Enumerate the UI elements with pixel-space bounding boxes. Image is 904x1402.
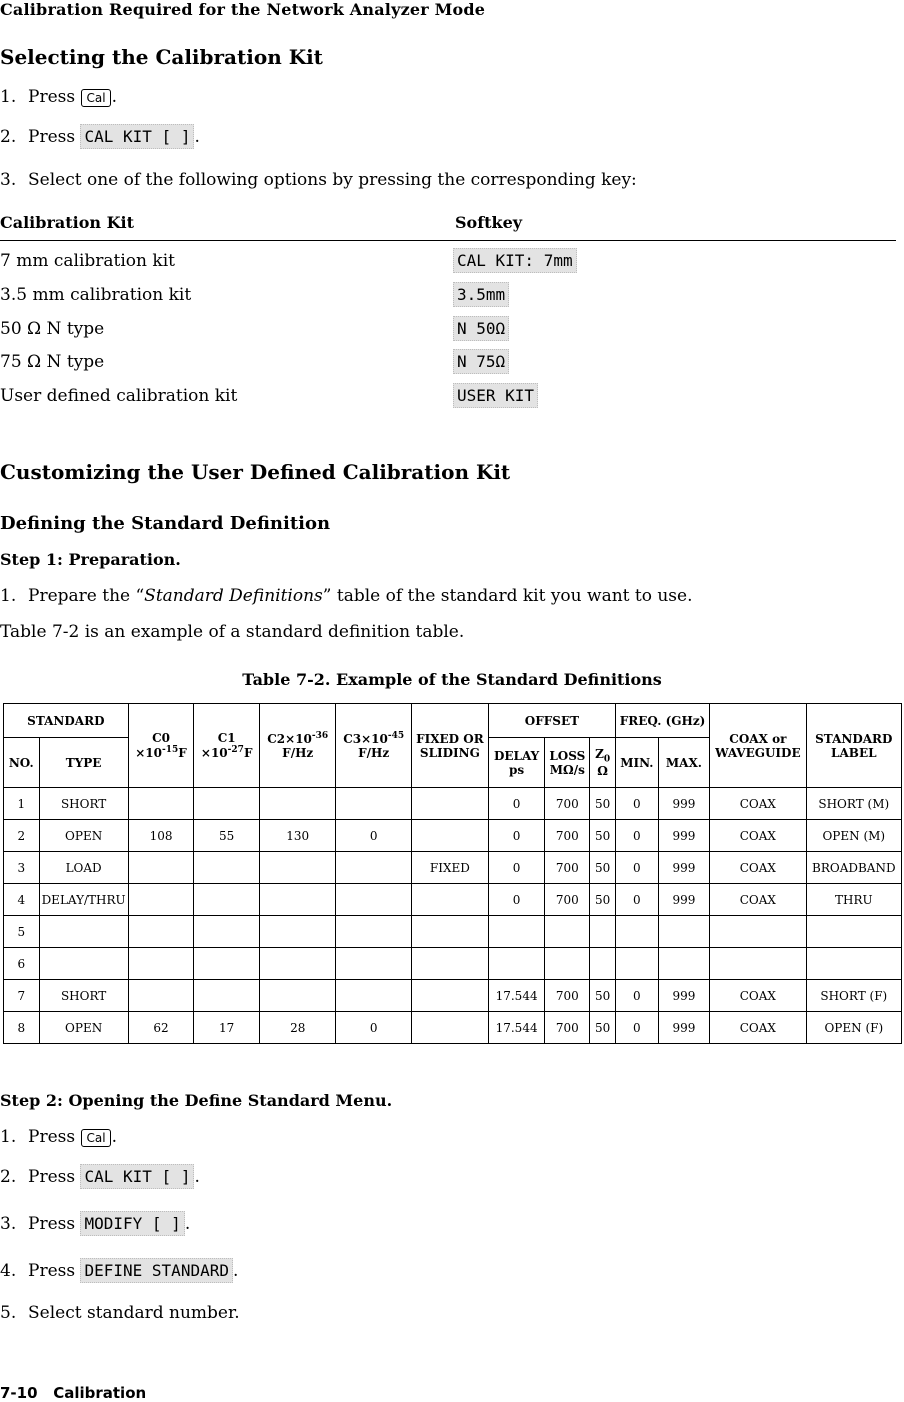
cell-z0	[590, 916, 616, 948]
cell-coax	[710, 948, 806, 980]
table-row	[4, 820, 902, 852]
cell-c1	[194, 852, 260, 884]
define-standard-softkey[interactable]: DEFINE STANDARD	[80, 1258, 233, 1283]
cell-type: SHORT	[39, 980, 128, 1012]
header-fixed-sliding: FIXED OR SLIDING	[411, 704, 488, 788]
cell-c3: 0	[336, 820, 412, 852]
table-note: Table 7-2 is an example of a standard definition table.	[0, 622, 465, 642]
cell-max: 999	[658, 820, 709, 852]
cell-z0: 50	[590, 788, 616, 820]
cal-kit-softkey[interactable]: CAL KIT [ ]	[80, 124, 194, 149]
header-loss: LOSS MΩ/s	[545, 738, 590, 788]
section-title-select-kit: Selecting the Calibration Kit	[0, 45, 323, 69]
cell-loss: 700	[545, 788, 590, 820]
cell-coax	[710, 916, 806, 948]
cell-min	[615, 948, 658, 980]
step2-item-3: 3. Press MODIFY [ ] .	[0, 1211, 190, 1236]
header-delay: DELAY ps	[488, 738, 544, 788]
cell-z0: 50	[590, 980, 616, 1012]
step2-item-4: 4. Press DEFINE STANDARD .	[0, 1258, 238, 1283]
kit-table-header-kit: Calibration Kit	[0, 213, 134, 232]
page-footer	[0, 1384, 146, 1402]
cell-delay	[488, 948, 544, 980]
cell-no: 5	[4, 916, 40, 948]
cell-max: 999	[658, 788, 709, 820]
subsection-title-standard-definition: Defining the Standard Definition	[0, 513, 331, 534]
page-number: 7-10	[0, 1384, 38, 1402]
step-1-press-cal: 1. Press Cal .	[0, 87, 117, 107]
cell-max	[658, 916, 709, 948]
cell-type: SHORT	[39, 788, 128, 820]
table-row	[4, 1012, 902, 1044]
cell-c1: 55	[194, 820, 260, 852]
cell-type: OPEN	[39, 820, 128, 852]
header-c0: C0 $\times 10^{-15}F$	[128, 704, 194, 788]
kit-row-label: User defined calibration kit	[0, 386, 238, 406]
cell-label	[806, 916, 901, 948]
cell-min: 0	[615, 884, 658, 916]
cell-max: 999	[658, 1012, 709, 1044]
cell-loss	[545, 916, 590, 948]
header-offset: OFFSET	[488, 704, 615, 738]
table-row	[4, 852, 902, 884]
cell-no: 6	[4, 948, 40, 980]
cell-label: OPEN (M)	[806, 820, 901, 852]
cell-c3: 0	[336, 1012, 412, 1044]
cell-fixed	[411, 948, 488, 980]
cell-label: OPEN (F)	[806, 1012, 901, 1044]
cell-label: BROADBAND	[806, 852, 901, 884]
step2-item-2: 2. Press CAL KIT [ ] .	[0, 1164, 200, 1189]
cell-c0	[128, 788, 194, 820]
header-standard-label: STANDARD LABEL	[806, 704, 901, 788]
step-2-press-cal-kit: 2. Press CAL KIT [ ] .	[0, 124, 200, 149]
cell-c0	[128, 852, 194, 884]
cell-label	[806, 948, 901, 980]
cal-hardkey[interactable]: Cal	[81, 1129, 110, 1147]
header-coax-waveguide: COAX or WAVEGUIDE	[710, 704, 806, 788]
header-no: NO.	[4, 738, 40, 788]
cell-type	[39, 916, 128, 948]
header-freq: FREQ. (GHz)	[615, 704, 709, 738]
cell-label: THRU	[806, 884, 901, 916]
cell-no: 7	[4, 980, 40, 1012]
cell-z0: 50	[590, 852, 616, 884]
cell-c0: 108	[128, 820, 194, 852]
cell-type	[39, 948, 128, 980]
cell-fixed	[411, 820, 488, 852]
cell-c3	[336, 884, 412, 916]
cell-fixed	[411, 916, 488, 948]
cell-c2	[260, 948, 336, 980]
header-standard: STANDARD	[4, 704, 129, 738]
cell-c2: 130	[260, 820, 336, 852]
cell-delay: 0	[488, 884, 544, 916]
cell-c0	[128, 884, 194, 916]
cell-z0: 50	[590, 1012, 616, 1044]
cell-max: 999	[658, 884, 709, 916]
cell-c1	[194, 948, 260, 980]
cell-c1: 17	[194, 1012, 260, 1044]
kit-row-label: 3.5 mm calibration kit	[0, 285, 192, 305]
cal-kit-softkey[interactable]: CAL KIT [ ]	[80, 1164, 194, 1189]
cell-z0	[590, 948, 616, 980]
cell-loss: 700	[545, 1012, 590, 1044]
table-row	[4, 980, 902, 1012]
standard-definitions-table	[3, 703, 902, 1044]
cell-max: 999	[658, 980, 709, 1012]
cell-delay	[488, 916, 544, 948]
cell-no: 8	[4, 1012, 40, 1044]
cell-no: 2	[4, 820, 40, 852]
step2-title: Step 2: Opening the Define Standard Menu.	[0, 1091, 393, 1110]
cell-max	[658, 948, 709, 980]
cell-coax: COAX	[710, 788, 806, 820]
cell-c2	[260, 916, 336, 948]
step-3-select-option: 3. Select one of the following options by pressing the corresponding key:	[0, 170, 637, 190]
cell-delay: 17.544	[488, 1012, 544, 1044]
table-row	[4, 948, 902, 980]
cell-c0	[128, 916, 194, 948]
cell-delay: 0	[488, 852, 544, 884]
cell-c3	[336, 788, 412, 820]
cell-no: 4	[4, 884, 40, 916]
header-c1: C1 $\times 10^{-27}F$	[194, 704, 260, 788]
cell-c2	[260, 852, 336, 884]
kit-table-divider	[0, 240, 896, 241]
cell-c3	[336, 852, 412, 884]
cell-loss: 700	[545, 852, 590, 884]
cell-type: OPEN	[39, 1012, 128, 1044]
table-caption: Table 7-2. Example of the Standard Definitions	[242, 670, 662, 689]
cell-label: SHORT (M)	[806, 788, 901, 820]
cell-c1	[194, 884, 260, 916]
header-c3: $C3\times 10^{-45}$ F/Hz	[336, 704, 412, 788]
cell-min: 0	[615, 1012, 658, 1044]
step1-item: 1. Prepare the “Standard Definitions” table of the standard kit you want to use.	[0, 586, 693, 606]
cell-loss: 700	[545, 980, 590, 1012]
table-row	[4, 788, 902, 820]
cell-delay: 0	[488, 820, 544, 852]
cell-delay: 0	[488, 788, 544, 820]
table-row	[4, 884, 902, 916]
cell-coax: COAX	[710, 820, 806, 852]
cell-fixed	[411, 980, 488, 1012]
cell-coax: COAX	[710, 884, 806, 916]
modify-softkey[interactable]: MODIFY [ ]	[80, 1211, 184, 1236]
cell-loss: 700	[545, 820, 590, 852]
cell-loss	[545, 948, 590, 980]
cell-min	[615, 916, 658, 948]
header-max: MAX.	[658, 738, 709, 788]
cell-min: 0	[615, 820, 658, 852]
softkey-n50[interactable]: N 50Ω	[453, 316, 509, 341]
cell-coax: COAX	[710, 980, 806, 1012]
cell-c1	[194, 980, 260, 1012]
cell-fixed	[411, 1012, 488, 1044]
cell-min: 0	[615, 788, 658, 820]
kit-table-header-softkey: Softkey	[455, 213, 523, 232]
header-type: TYPE	[39, 738, 128, 788]
cell-c3	[336, 916, 412, 948]
cell-min: 0	[615, 980, 658, 1012]
cell-c0: 62	[128, 1012, 194, 1044]
cell-z0: 50	[590, 820, 616, 852]
cell-fixed: FIXED	[411, 852, 488, 884]
cell-c0	[128, 948, 194, 980]
cell-c3	[336, 980, 412, 1012]
table-row	[4, 916, 902, 948]
footer-section: Calibration	[53, 1384, 147, 1402]
cell-no: 3	[4, 852, 40, 884]
cell-z0: 50	[590, 884, 616, 916]
softkey-3-5mm[interactable]: 3.5mm	[453, 282, 509, 307]
cell-c3	[336, 948, 412, 980]
cell-c2: 28	[260, 1012, 336, 1044]
cell-coax: COAX	[710, 1012, 806, 1044]
kit-row-label: 50 Ω N type	[0, 319, 105, 339]
cell-fixed	[411, 884, 488, 916]
step2-item-1: 1. Press Cal .	[0, 1127, 117, 1147]
header-c2: $C2\times 10^{-36}$ F/Hz	[260, 704, 336, 788]
cell-loss: 700	[545, 884, 590, 916]
cell-max: 999	[658, 852, 709, 884]
cell-coax: COAX	[710, 852, 806, 884]
cell-c2	[260, 884, 336, 916]
cell-fixed	[411, 788, 488, 820]
cell-no: 1	[4, 788, 40, 820]
softkey-user-kit[interactable]: USER KIT	[453, 383, 538, 408]
kit-row-label: 75 Ω N type	[0, 352, 105, 372]
cell-delay: 17.544	[488, 980, 544, 1012]
cell-c2	[260, 980, 336, 1012]
section-title-customize: Customizing the User Defined Calibration Kit	[0, 460, 511, 484]
cell-type: DELAY/THRU	[39, 884, 128, 916]
header-z0: $Z_0$ Ω	[590, 738, 616, 788]
cell-c2	[260, 788, 336, 820]
softkey-7mm[interactable]: CAL KIT: 7mm	[453, 248, 577, 273]
cell-min: 0	[615, 852, 658, 884]
step2-item-5: 5. Select standard number.	[0, 1303, 240, 1323]
cell-c0	[128, 980, 194, 1012]
cell-c1	[194, 788, 260, 820]
softkey-n75[interactable]: N 75Ω	[453, 349, 509, 374]
header-min: MIN.	[615, 738, 658, 788]
kit-row-label: 7 mm calibration kit	[0, 251, 175, 271]
cal-hardkey[interactable]: Cal	[81, 89, 110, 107]
cell-c1	[194, 916, 260, 948]
cell-type: LOAD	[39, 852, 128, 884]
cell-label: SHORT (F)	[806, 980, 901, 1012]
step1-title: Step 1: Preparation.	[0, 550, 181, 569]
running-head: Calibration Required for the Network Analyzer Mode	[0, 0, 486, 19]
